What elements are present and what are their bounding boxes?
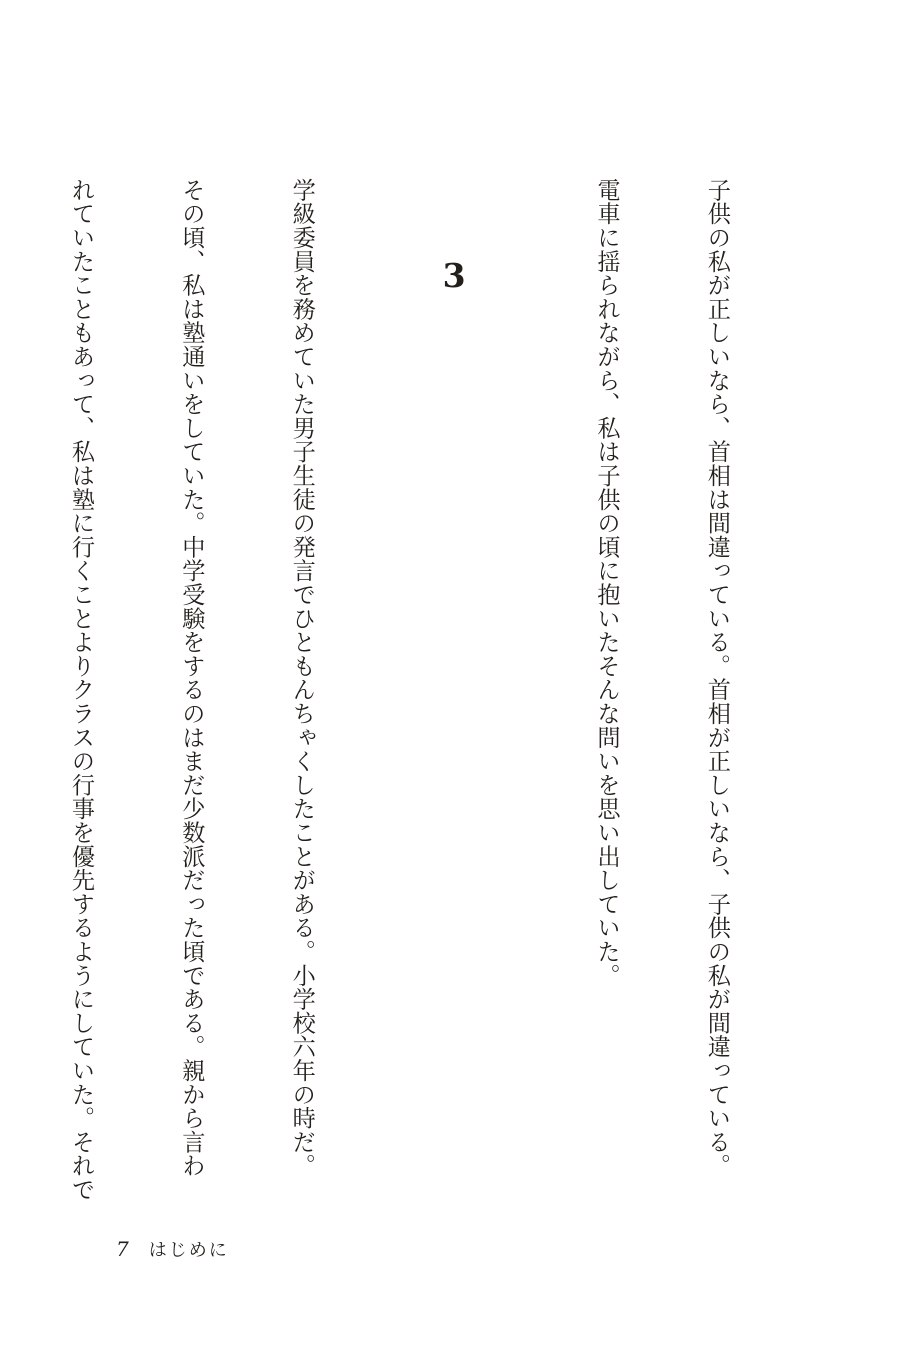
text-line: 学級委員を務めていた男子生徒の発言でひともんちゃくしたことがある。小学校六年の時だ。 — [288, 178, 316, 1178]
page-number: 7 — [116, 1237, 131, 1261]
text-line: れていたこともあって、私は塾に行くことよりクラスの行事を優先するようにしていた。それで — [67, 178, 95, 1202]
section-title: はじめに — [148, 1240, 229, 1261]
text-line: 子供の私が正しいなら、首相は間違っている。首相が正しいなら、子供の私が間違っている。 — [703, 178, 731, 1178]
section-number: 3 — [434, 256, 474, 296]
text-line: その頃、私は塾通いをしていた。中学受験をするのはまだ少数派だった頃である。親から言わ — [177, 178, 205, 1178]
vertical-text-body — [0, 178, 808, 1202]
text-line: 電車に揺られながら、私は子供の頃に抱いたそんな問いを思い出していた。 — [593, 178, 621, 988]
page-footer — [116, 1236, 229, 1262]
